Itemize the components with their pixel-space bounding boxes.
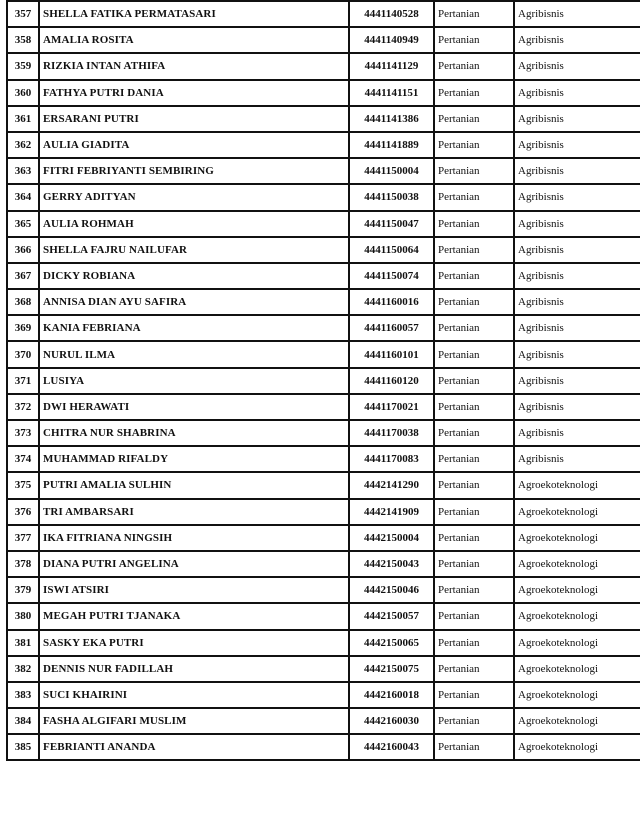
row-number: 367: [7, 263, 39, 289]
student-name: AMALIA ROSITA: [39, 27, 349, 53]
student-name: KANIA FEBRIANA: [39, 315, 349, 341]
faculty-name: Pertanian: [434, 394, 514, 420]
student-name: AULIA GIADITA: [39, 132, 349, 158]
faculty-name: Pertanian: [434, 420, 514, 446]
row-number: 372: [7, 394, 39, 420]
student-name: LUSIYA: [39, 368, 349, 394]
table-row: [7, 1, 640, 27]
study-program: Agribisnis: [514, 368, 640, 394]
student-id: 4441150038: [349, 184, 434, 210]
table-row: [7, 682, 640, 708]
student-id: 4442160018: [349, 682, 434, 708]
row-number: 360: [7, 80, 39, 106]
row-number: 370: [7, 341, 39, 367]
row-number: 378: [7, 551, 39, 577]
student-id: 4442141290: [349, 472, 434, 498]
student-id: 4441141889: [349, 132, 434, 158]
student-id: 4442150065: [349, 630, 434, 656]
student-name: FASHA ALGIFARI MUSLIM: [39, 708, 349, 734]
study-program: Agribisnis: [514, 211, 640, 237]
student-id: 4441160057: [349, 315, 434, 341]
table-row: [7, 603, 640, 629]
table-row: [7, 446, 640, 472]
faculty-name: Pertanian: [434, 27, 514, 53]
table-row: [7, 551, 640, 577]
row-number: 358: [7, 27, 39, 53]
faculty-name: Pertanian: [434, 289, 514, 315]
table-row: [7, 106, 640, 132]
student-name: ISWI ATSIRI: [39, 577, 349, 603]
study-program: Agribisnis: [514, 132, 640, 158]
faculty-name: Pertanian: [434, 106, 514, 132]
student-name: DICKY ROBIANA: [39, 263, 349, 289]
faculty-name: Pertanian: [434, 315, 514, 341]
study-program: Agroekoteknologi: [514, 708, 640, 734]
student-table-body: [7, 1, 640, 760]
table-row: [7, 158, 640, 184]
student-id: 4441170038: [349, 420, 434, 446]
student-id: 4441150074: [349, 263, 434, 289]
student-name: FEBRIANTI ANANDA: [39, 734, 349, 760]
study-program: Agroekoteknologi: [514, 525, 640, 551]
student-name: PUTRI AMALIA SULHIN: [39, 472, 349, 498]
faculty-name: Pertanian: [434, 472, 514, 498]
table-row: [7, 394, 640, 420]
student-name: SUCI KHAIRINI: [39, 682, 349, 708]
faculty-name: Pertanian: [434, 1, 514, 27]
study-program: Agroekoteknologi: [514, 656, 640, 682]
student-id: 4441160016: [349, 289, 434, 315]
table-row: [7, 656, 640, 682]
faculty-name: Pertanian: [434, 603, 514, 629]
faculty-name: Pertanian: [434, 708, 514, 734]
student-name: DIANA PUTRI ANGELINA: [39, 551, 349, 577]
row-number: 377: [7, 525, 39, 551]
student-name: DWI HERAWATI: [39, 394, 349, 420]
table-row: [7, 708, 640, 734]
student-id: 4442150075: [349, 656, 434, 682]
study-program: Agroekoteknologi: [514, 472, 640, 498]
study-program: Agribisnis: [514, 158, 640, 184]
study-program: Agroekoteknologi: [514, 682, 640, 708]
study-program: Agroekoteknologi: [514, 551, 640, 577]
faculty-name: Pertanian: [434, 682, 514, 708]
student-id: 4441160101: [349, 341, 434, 367]
row-number: 374: [7, 446, 39, 472]
row-number: 375: [7, 472, 39, 498]
faculty-name: Pertanian: [434, 132, 514, 158]
table-row: [7, 132, 640, 158]
table-row: [7, 630, 640, 656]
student-id: 4441150047: [349, 211, 434, 237]
table-row: [7, 184, 640, 210]
study-program: Agroekoteknologi: [514, 577, 640, 603]
student-id: 4441170083: [349, 446, 434, 472]
row-number: 366: [7, 237, 39, 263]
student-name: AULIA ROHMAH: [39, 211, 349, 237]
row-number: 362: [7, 132, 39, 158]
student-id: 4441160120: [349, 368, 434, 394]
student-name: IKA FITRIANA NINGSIH: [39, 525, 349, 551]
study-program: Agribisnis: [514, 341, 640, 367]
study-program: Agribisnis: [514, 1, 640, 27]
study-program: Agribisnis: [514, 53, 640, 79]
row-number: 359: [7, 53, 39, 79]
student-name: ANNISA DIAN AYU SAFIRA: [39, 289, 349, 315]
student-name: FITRI FEBRIYANTI SEMBIRING: [39, 158, 349, 184]
faculty-name: Pertanian: [434, 237, 514, 263]
table-row: [7, 315, 640, 341]
table-row: [7, 341, 640, 367]
student-id: 4442160030: [349, 708, 434, 734]
row-number: 384: [7, 708, 39, 734]
study-program: Agribisnis: [514, 184, 640, 210]
study-program: Agribisnis: [514, 289, 640, 315]
table-row: [7, 80, 640, 106]
row-number: 383: [7, 682, 39, 708]
student-id: 4441140528: [349, 1, 434, 27]
faculty-name: Pertanian: [434, 551, 514, 577]
study-program: Agribisnis: [514, 446, 640, 472]
faculty-name: Pertanian: [434, 368, 514, 394]
student-table: [6, 0, 640, 761]
study-program: Agribisnis: [514, 80, 640, 106]
faculty-name: Pertanian: [434, 656, 514, 682]
student-name: CHITRA NUR SHABRINA: [39, 420, 349, 446]
student-id: 4441150004: [349, 158, 434, 184]
table-row: [7, 237, 640, 263]
study-program: Agroekoteknologi: [514, 734, 640, 760]
table-row: [7, 53, 640, 79]
student-id: 4441140949: [349, 27, 434, 53]
study-program: Agribisnis: [514, 420, 640, 446]
table-row: [7, 499, 640, 525]
table-row: [7, 211, 640, 237]
student-name: TRI AMBARSARI: [39, 499, 349, 525]
study-program: Agroekoteknologi: [514, 603, 640, 629]
faculty-name: Pertanian: [434, 184, 514, 210]
student-id: 4442150043: [349, 551, 434, 577]
student-name: MEGAH PUTRI TJANAKA: [39, 603, 349, 629]
table-row: [7, 525, 640, 551]
student-name: ERSARANI PUTRI: [39, 106, 349, 132]
student-name: SHELLA FAJRU NAILUFAR: [39, 237, 349, 263]
student-name: GERRY ADITYAN: [39, 184, 349, 210]
student-id: 4441170021: [349, 394, 434, 420]
study-program: Agribisnis: [514, 237, 640, 263]
faculty-name: Pertanian: [434, 341, 514, 367]
study-program: Agribisnis: [514, 27, 640, 53]
table-row: [7, 368, 640, 394]
faculty-name: Pertanian: [434, 80, 514, 106]
study-program: Agribisnis: [514, 394, 640, 420]
row-number: 380: [7, 603, 39, 629]
student-name: NURUL ILMA: [39, 341, 349, 367]
row-number: 365: [7, 211, 39, 237]
study-program: Agroekoteknologi: [514, 630, 640, 656]
row-number: 364: [7, 184, 39, 210]
faculty-name: Pertanian: [434, 211, 514, 237]
table-row: [7, 263, 640, 289]
student-id: 4441150064: [349, 237, 434, 263]
student-id: 4442150004: [349, 525, 434, 551]
faculty-name: Pertanian: [434, 263, 514, 289]
student-name: FATHYA PUTRI DANIA: [39, 80, 349, 106]
row-number: 361: [7, 106, 39, 132]
faculty-name: Pertanian: [434, 499, 514, 525]
study-program: Agribisnis: [514, 263, 640, 289]
row-number: 376: [7, 499, 39, 525]
faculty-name: Pertanian: [434, 577, 514, 603]
row-number: 379: [7, 577, 39, 603]
table-row: [7, 472, 640, 498]
study-program: Agribisnis: [514, 315, 640, 341]
table-row: [7, 289, 640, 315]
row-number: 381: [7, 630, 39, 656]
study-program: Agribisnis: [514, 106, 640, 132]
student-id: 4442160043: [349, 734, 434, 760]
row-number: 373: [7, 420, 39, 446]
row-number: 357: [7, 1, 39, 27]
row-number: 385: [7, 734, 39, 760]
row-number: 382: [7, 656, 39, 682]
student-name: MUHAMMAD RIFALDY: [39, 446, 349, 472]
student-name: SHELLA FATIKA PERMATASARI: [39, 1, 349, 27]
table-row: [7, 577, 640, 603]
row-number: 363: [7, 158, 39, 184]
faculty-name: Pertanian: [434, 630, 514, 656]
student-table-sheet: [6, 0, 640, 761]
student-id: 4442150057: [349, 603, 434, 629]
study-program: Agroekoteknologi: [514, 499, 640, 525]
student-id: 4441141386: [349, 106, 434, 132]
student-id: 4441141151: [349, 80, 434, 106]
student-name: RIZKIA INTAN ATHIFA: [39, 53, 349, 79]
row-number: 368: [7, 289, 39, 315]
table-row: [7, 420, 640, 446]
table-row: [7, 27, 640, 53]
row-number: 369: [7, 315, 39, 341]
student-id: 4442141909: [349, 499, 434, 525]
student-id: 4441141129: [349, 53, 434, 79]
student-name: SASKY EKA PUTRI: [39, 630, 349, 656]
faculty-name: Pertanian: [434, 446, 514, 472]
table-row: [7, 734, 640, 760]
faculty-name: Pertanian: [434, 525, 514, 551]
faculty-name: Pertanian: [434, 158, 514, 184]
row-number: 371: [7, 368, 39, 394]
faculty-name: Pertanian: [434, 734, 514, 760]
student-id: 4442150046: [349, 577, 434, 603]
faculty-name: Pertanian: [434, 53, 514, 79]
student-name: DENNIS NUR FADILLAH: [39, 656, 349, 682]
